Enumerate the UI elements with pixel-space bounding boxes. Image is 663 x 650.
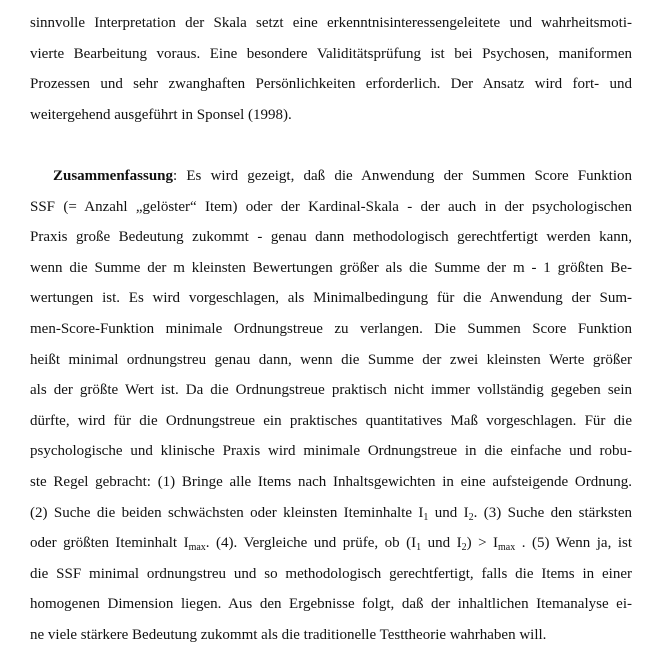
summary-intro: : Es wird gezeigt, daß die Anwendung der Summen Score Funktion	[173, 167, 632, 184]
text-line: SSF (= Anzahl „gelöster“ Item) oder der Kardinal-Skala - der auch in der psychologischen	[30, 198, 632, 215]
text-run: (2) Suche die beiden schwächsten oder kleinsten Iteminhalte I	[30, 504, 424, 521]
text-line-subscripts	[30, 528, 632, 559]
text-line: Praxis große Bedeutung zukommt - genau dann methodologisch gerechtfertigt werden kann,	[30, 229, 632, 246]
paragraph-summary	[30, 161, 632, 650]
text-line: ste Regel gebracht: (1) Bringe alle Items nach Inhaltsgewichten in eine aufsteigende Ordnung.	[30, 473, 632, 490]
text-line: Prozessen und sehr zwanghaften Persönlichkeiten erforderlich. Der Ansatz wird fort- und	[30, 76, 632, 93]
text-line: wenn die Summe der m kleinsten Bewertungen größer als die Summe der m - 1 größten Be-	[30, 259, 632, 276]
text-line: men-Score-Funktion minimale Ordnungstreue zu verlangen. Die Summen Score Funktion	[30, 320, 632, 337]
text-line: als der größte Wert ist. Da die Ordnungstreue praktisch nicht immer vollständig gegeben sein	[30, 382, 632, 399]
subscript: 2	[461, 542, 467, 554]
text-line: ne viele stärkere Bedeutung zukommt als die traditionelle Testtheorie wahrhaben will.	[30, 626, 547, 643]
text-line: die SSF minimal ordnungstreu und so methodologisch gerechtfertigt, falls die Items in einer	[30, 565, 632, 582]
text-run: . (3) Suche den stärksten	[473, 504, 632, 521]
text-line: sinnvolle Interpretation der Skala setzt eine erkenntnisinteressengeleitete und wahrheitsmoti-	[30, 15, 632, 31]
text-line: vierte Bearbeitung voraus. Eine besondere Validitätsprüfung ist bei Psychosen, maniformen	[30, 45, 632, 62]
paragraph-gap	[30, 130, 632, 161]
text-run: und I	[421, 535, 462, 552]
text-run: . (5) Wenn ja, ist	[515, 535, 632, 552]
text-line: dürfte, wird für die Ordnungstreue ein praktisches quantitatives Maß vorgeschlagen. Für die	[30, 412, 632, 429]
summary-heading: Zusammenfassung	[53, 167, 174, 184]
text-line: weitergehend ausgeführt in Sponsel (1998).	[30, 106, 292, 123]
text-line: wertungen ist. Es wird vorgeschlagen, als Minimalbedingung für die Anwendung der Sum-	[30, 290, 632, 307]
subscript: 1	[423, 511, 429, 523]
text-run: und I	[428, 504, 469, 521]
text-line: homogenen Dimension liegen. Aus den Ergebnisse folgt, daß der inhaltlichen Itemanalyse ei-	[30, 596, 632, 613]
paragraph-interpretation	[30, 8, 632, 130]
subscript: 1	[416, 542, 422, 554]
subscript: max	[498, 542, 516, 554]
subscript: max	[188, 542, 206, 554]
subscript: 2	[468, 511, 474, 523]
text-line: psychologische und klinische Praxis wird minimale Ordnungstreue in die einfache und robu-	[30, 443, 632, 460]
text-line	[30, 161, 632, 192]
text-line: heißt minimal ordnungstreu genau dann, wenn die Summe der zwei kleinsten Werte größer	[30, 351, 632, 368]
text-run: ) > I	[466, 535, 499, 552]
text-run: . (4). Vergleiche und prüfe, ob (I	[205, 535, 417, 552]
text-run: oder größten Iteminhalt I	[30, 535, 189, 552]
document-page	[30, 8, 632, 650]
text-line-subscripts	[30, 498, 632, 529]
